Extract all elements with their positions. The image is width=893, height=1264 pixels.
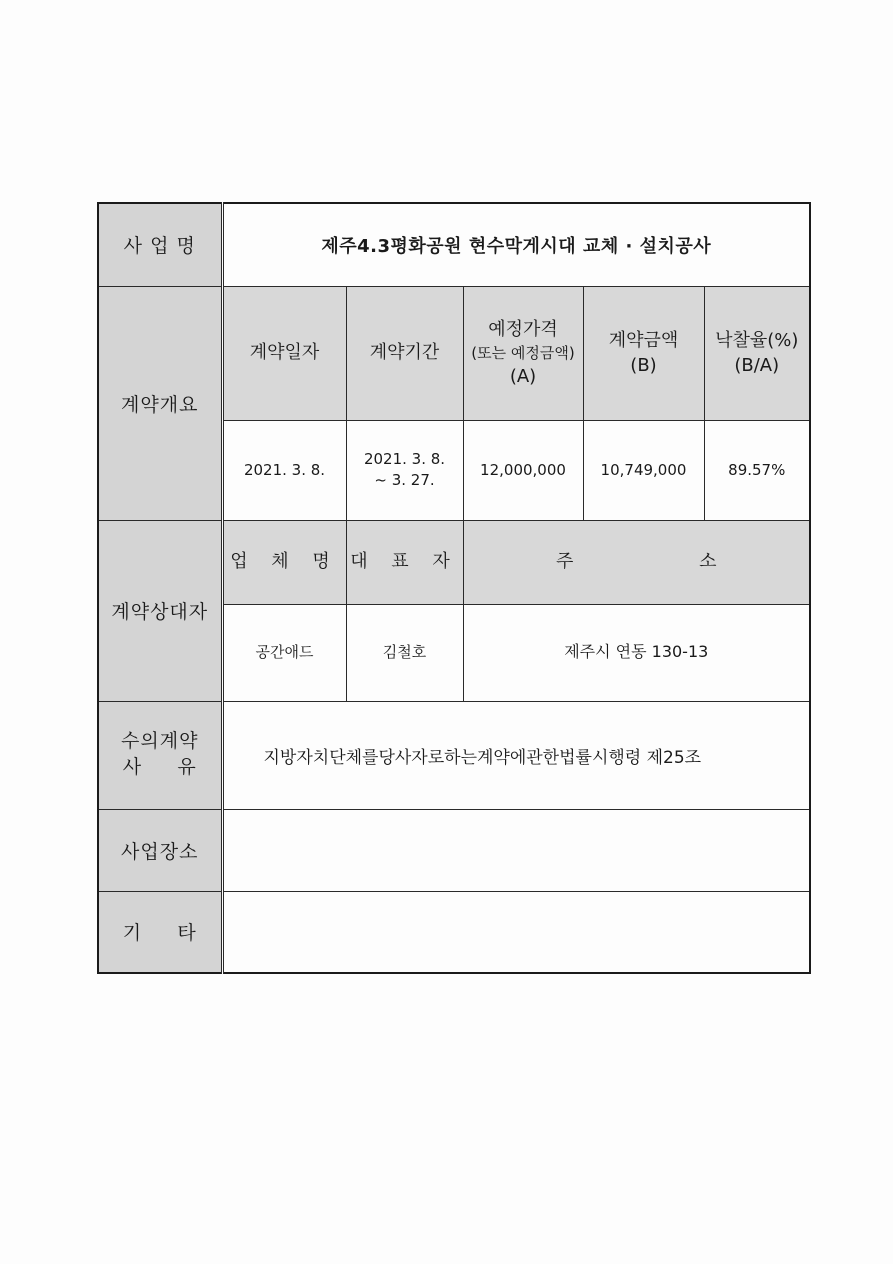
contract-date-value [222,420,346,520]
negotiated-reason-label [98,701,222,809]
other-label-text: 기 타 [122,922,197,945]
representative-value [346,604,463,701]
project-location-label-text: 사업장소 [121,840,199,863]
counterparty-label-text: 계약상대자 [111,601,209,623]
contract-amount-header [583,286,704,420]
contract-amount-header-line2: (B) [630,355,657,376]
contract-overview-label-text: 계약개요 [121,393,199,416]
company-name-header [222,520,346,604]
project-title: 제주4.3평화공원 현수막게시대 교체 · 설치공사 [321,235,712,257]
representative-value-text: 김철호 [382,643,427,661]
contract-period-value-line2: ~ 3. 27. [374,471,435,489]
address-header [463,520,810,604]
representative-header [346,520,463,604]
estimated-price-header-line2: (또는 예정금액) [471,343,575,362]
contract-period-value-line1: 2021. 3. 8. [363,450,446,468]
negotiated-reason-label-line2: 사 유 [122,756,197,778]
estimated-price-header-line1: 예정가격 [488,319,558,341]
estimated-price-header-line3: (A) [509,365,537,387]
contract-overview-label [98,286,222,520]
project-title-cell [222,203,810,286]
project-name-row [98,203,810,286]
other-value [222,891,810,973]
estimated-price-header [463,286,583,420]
contract-amount-header-line1: 계약금액 [608,329,679,351]
negotiated-reason-row [98,701,810,809]
negotiated-reason-label-line1: 수의계약 [121,730,199,753]
project-location-row [98,809,810,891]
representative-header-text: 대 표 자 [350,551,459,573]
project-name-label-text: 사 업 명 [123,235,196,258]
contract-date-header-text: 계약일자 [249,342,320,364]
negotiated-reason-value [222,701,810,809]
project-location-label [98,809,222,891]
contract-period-value [346,420,463,520]
bid-rate-header [704,286,810,420]
contract-info-table [97,202,811,974]
contract-amount-value-text: 10,749,000 [600,460,687,479]
company-name-value-text: 공간애드 [255,643,314,661]
counterparty-header-row [98,520,810,604]
estimated-price-value [463,420,583,520]
bid-rate-header-line1: 낙찰율(%) [715,329,799,351]
other-row [98,891,810,973]
address-value [463,604,810,701]
address-value-text: 제주시 연동 130-13 [564,642,709,662]
overview-header-row [98,286,810,420]
contract-date-value-text: 2021. 3. 8. [243,460,326,479]
project-location-value [222,809,810,891]
contract-period-header-text: 계약기간 [369,342,440,364]
bid-rate-value-text: 89.57% [728,460,786,479]
bid-rate-value [704,420,810,520]
company-name-header-text: 업 체 명 [230,551,339,573]
company-name-value [222,604,346,701]
contract-period-header [346,286,463,420]
other-label [98,891,222,973]
contract-amount-value [583,420,704,520]
negotiated-reason-text: 지방자치단체를당사자로하는계약에관한법률시행령 제25조 [263,747,702,768]
contract-date-header [222,286,346,420]
address-header-text: 주 소 [556,551,777,573]
counterparty-label [98,520,222,701]
project-name-label [98,203,222,286]
estimated-price-value-text: 12,000,000 [480,460,566,479]
bid-rate-header-line2: (B/A) [734,355,780,376]
